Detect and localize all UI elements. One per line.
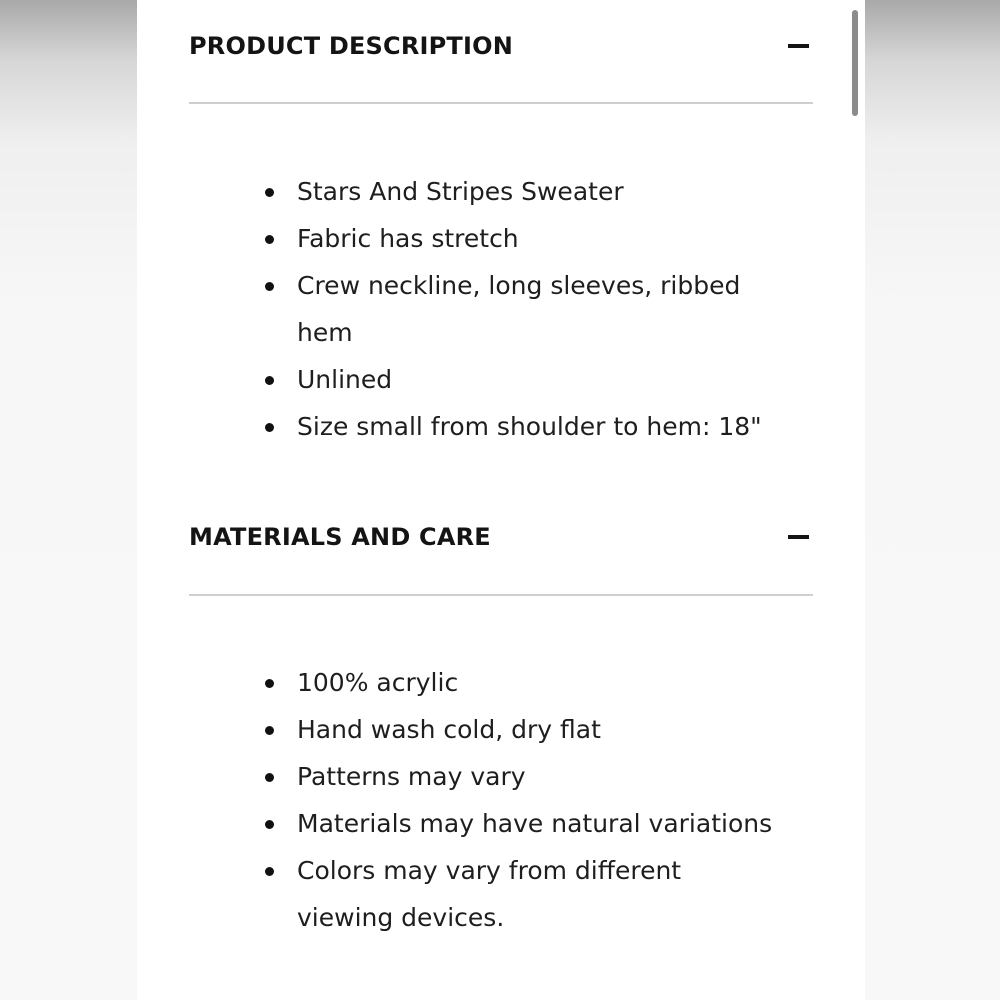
list-item: Colors may vary from different viewing devices. <box>297 847 777 941</box>
bullet-icon <box>265 188 274 197</box>
product-description-list <box>297 168 777 450</box>
materials-and-care-title: MATERIALS AND CARE <box>189 523 491 551</box>
list-item: Unlined <box>297 356 777 403</box>
product-description-header[interactable] <box>189 30 813 90</box>
product-details-panel <box>137 0 865 1000</box>
scrollbar-thumb[interactable] <box>852 10 858 116</box>
minus-icon[interactable] <box>788 535 809 539</box>
list-item: Materials may have natural variations <box>297 800 777 847</box>
bullet-icon <box>265 282 274 291</box>
background-right <box>865 0 1000 1000</box>
list-item: Fabric has stretch <box>297 215 777 262</box>
bullet-icon <box>265 679 274 688</box>
list-item: Crew neckline, long sleeves, ribbed hem <box>297 262 777 356</box>
product-description-title: PRODUCT DESCRIPTION <box>189 32 514 60</box>
bullet-icon <box>265 867 274 876</box>
list-item: 100% acrylic <box>297 659 777 706</box>
list-item: Patterns may vary <box>297 753 777 800</box>
list-item: Size small from shoulder to hem: 18" <box>297 403 777 450</box>
bullet-icon <box>265 376 274 385</box>
background-left <box>0 0 137 1000</box>
list-item: Stars And Stripes Sweater <box>297 168 777 215</box>
list-item: Hand wash cold, dry flat <box>297 706 777 753</box>
bullet-icon <box>265 423 274 432</box>
minus-icon[interactable] <box>788 44 809 48</box>
bullet-icon <box>265 726 274 735</box>
divider <box>189 594 813 596</box>
materials-and-care-list <box>297 659 777 941</box>
bullet-icon <box>265 773 274 782</box>
bullet-icon <box>265 235 274 244</box>
materials-and-care-header[interactable] <box>189 521 813 581</box>
bullet-icon <box>265 820 274 829</box>
divider <box>189 102 813 104</box>
